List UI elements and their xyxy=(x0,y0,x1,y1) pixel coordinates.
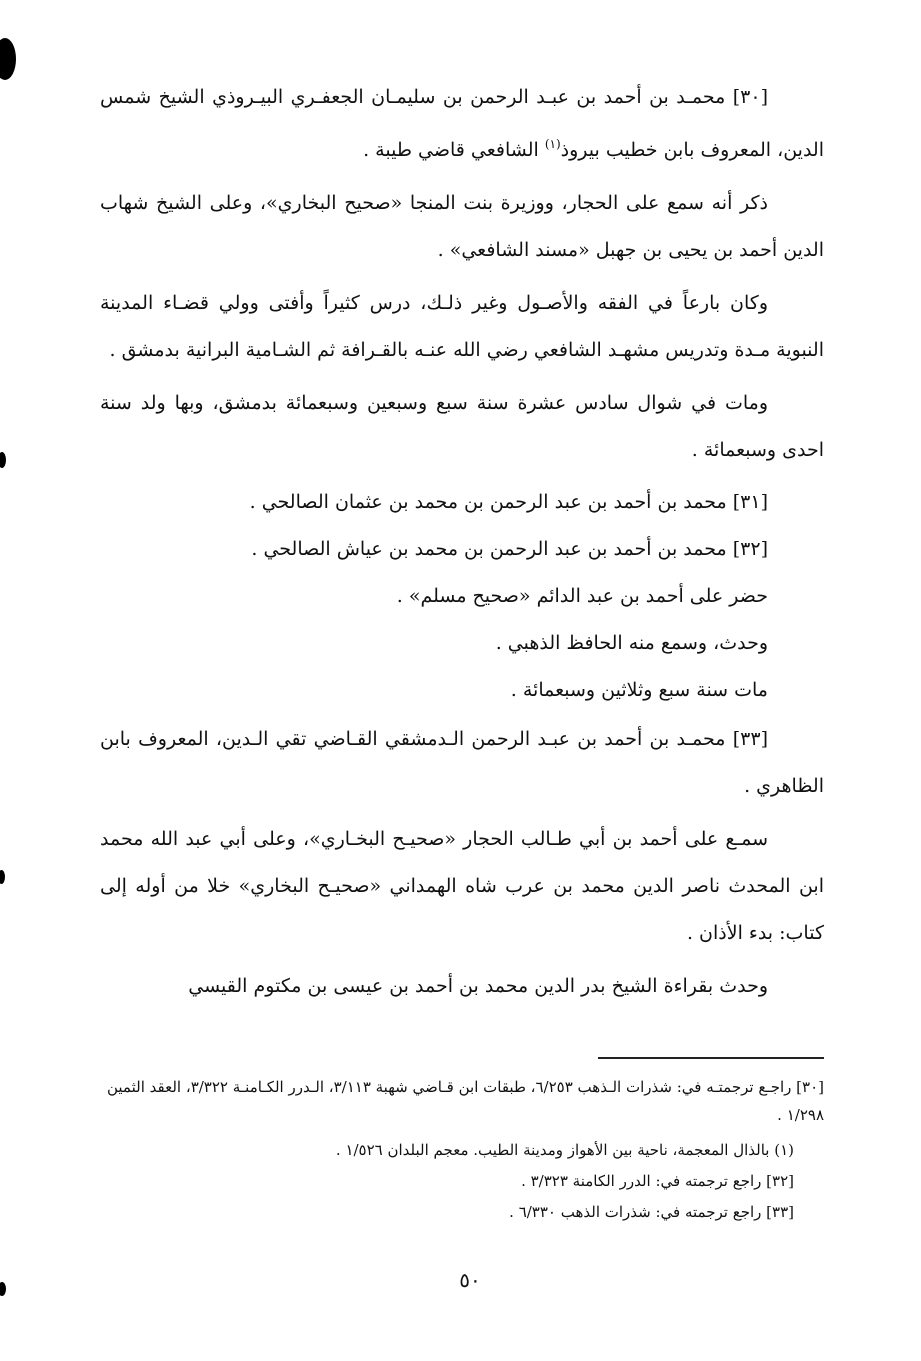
footnote-32: [٣٢] راجع ترجمته في: الدرر الكامنة ٣/٣٢٣ . xyxy=(521,1172,794,1190)
entry-32-line-2: وحدث، وسمع منه الحافظ الذهبي . xyxy=(495,632,768,654)
binding-hole-mark xyxy=(0,38,16,80)
binding-hole-mark xyxy=(0,452,6,468)
entry-30-heading-text: [٣٠] محمـد بن أحمد بن عبـد الرحمن بن سليمـان الجعفـري البيـروذي الشيخ شمس الدين، المعروف بابن خطيب بيروذ xyxy=(100,86,824,161)
entry-32-line-3: مات سنة سبع وثلاثين وسبعمائة . xyxy=(510,679,768,701)
main-text xyxy=(100,74,824,1013)
entry-30-heading xyxy=(100,74,824,174)
entry-32-line-1: حضر على أحمد بن عبد الدائم «صحيح مسلم» . xyxy=(396,585,768,607)
entry-33-paragraph-1: سمـع على أحمد بن أبي طـالب الحجار «صحيـح البخـاري»، وعلى أبي عبد الله محمد ابن المحدث ناصر الدين محمد بن عرب شاه الهمداني «صحيـح البخاري» خلا من أوله إلى كتاب: بدء الأذان . xyxy=(100,828,824,944)
entry-31-heading: [٣١] محمد بن أحمد بن عبد الرحمن بن محمد بن عثمان الصالحي . xyxy=(249,491,768,513)
footnotes xyxy=(100,1073,824,1228)
entry-30-heading-tail: الشافعي قاضي طيبة . xyxy=(363,139,545,161)
entry-33-heading: [٣٣] محمـد بن أحمد بن عبـد الرحمن الـدمشقي القـاضي تقي الـدين، المعروف بابن الظاهري . xyxy=(100,728,824,797)
footnote-1: (١) بالذال المعجمة، ناحية بين الأهواز ومدينة الطيب. معجم البلدان ١/٥٢٦ . xyxy=(335,1141,794,1159)
footnote-separator xyxy=(598,1057,824,1059)
entry-30-paragraph-3: ومات في شوال سادس عشرة سنة سبع وسبعين وسبعمائة بدمشق، وبها ولد سنة احدى وسبعمائة . xyxy=(100,392,824,461)
footnote-33: [٣٣] راجع ترجمته في: شذرات الذهب ٦/٣٣٠ . xyxy=(509,1203,794,1221)
footnote-30: [٣٠] راجـع ترجمتـه في: شذرات الـذهب ٦/٢٥٣، طبقات ابن قـاضي شهبة ٣/١١٣، الـدرر الكـامنـة ٣/٣٢٢، العقد الثمين ١/٢٩٨ . xyxy=(106,1078,824,1124)
binding-hole-mark xyxy=(0,1282,6,1296)
entry-33-paragraph-2: وحدث بقراءة الشيخ بدر الدين محمد بن أحمد بن عيسى بن مكتوم القيسي xyxy=(188,975,768,997)
entry-32-heading: [٣٢] محمد بن أحمد بن عبد الرحمن بن محمد بن عياش الصالحي . xyxy=(251,538,768,560)
footnote-reference-1: (١) xyxy=(544,137,561,151)
entry-30-paragraph-1: ذكر أنه سمع على الحجار، ووزيرة بنت المنجا «صحيح البخاري»، وعلى الشيخ شهاب الدين أحمد بن يحيى بن جهبل «مسند الشافعي» . xyxy=(100,192,824,261)
entry-30-paragraph-2: وكان بارعاً في الفقه والأصـول وغير ذلـك، درس كثيراً وأفتى وولي قضـاء المدينة النبوية مـدة وتدريس مشهـد الشافعي رضي الله عنـه بالقـرافة ثم الشـامية البرانية بدمشق . xyxy=(100,292,824,361)
page-number: ٥٠ xyxy=(459,1268,481,1292)
binding-hole-mark xyxy=(0,870,5,884)
